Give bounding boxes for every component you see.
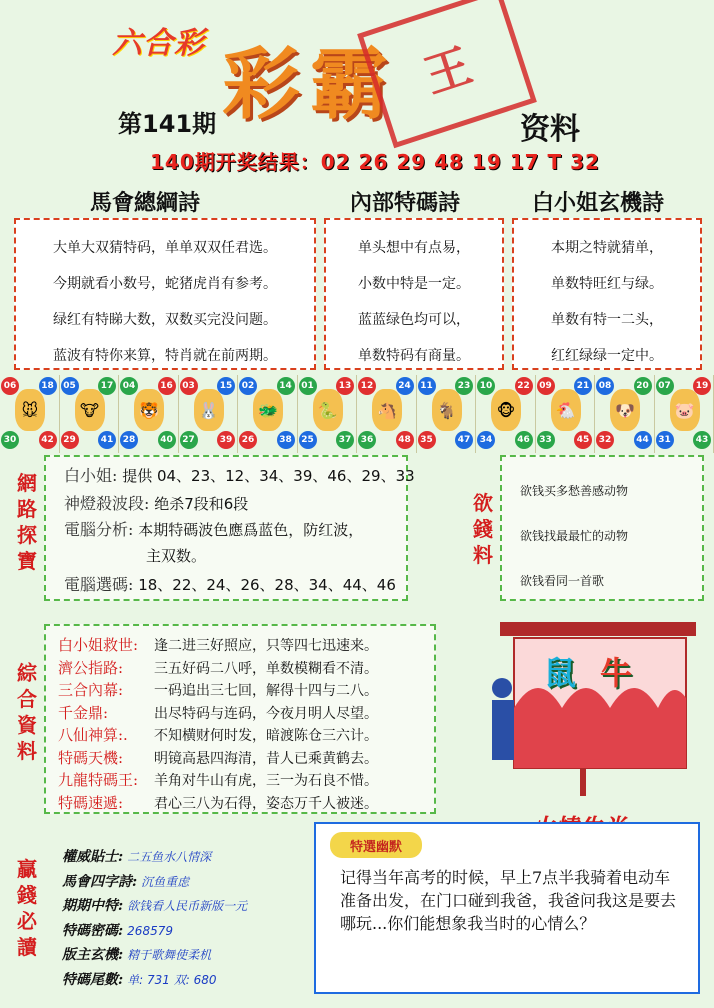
wanglu-row-value: 18、22、24、26、28、34、44、46 [138, 576, 396, 594]
main-title: 彩霸 [222, 39, 399, 130]
zodiac-number-badge: 46 [515, 431, 533, 449]
wanglu-row [64, 463, 415, 486]
wanglu-row [146, 545, 206, 566]
zodiac-number-badge: 40 [158, 431, 176, 449]
zonghe-row-text: 一码追出三七回，解得十四与二八。 [154, 683, 378, 699]
poem-box-2 [324, 218, 504, 370]
zodiac-number-badge: 17 [98, 377, 116, 395]
yuqian-item: 欲钱找最最忙的动物 [520, 529, 629, 543]
zodiac-number-badge: 20 [634, 377, 652, 395]
zodiac-number-badge: 43 [693, 431, 711, 449]
yingqian-side-label: 贏錢必讀 [17, 857, 37, 959]
ox-icon: 🐮 [75, 389, 105, 431]
monkey-icon: 🐵 [491, 389, 521, 431]
yuqian-item: 欲钱看同一首歌 [520, 574, 605, 588]
zodiac-cell [476, 375, 536, 453]
easel-text-2: 牛 [600, 654, 633, 692]
poem-line: 蓝蓝绿色均可以， [358, 312, 470, 328]
poem-line: 大单大双猜特码，单单双双任君选。 [53, 240, 277, 256]
joke-box [314, 822, 700, 994]
wanglu-row-value: 本期特碼波色應爲蓝色，防红波， [138, 521, 364, 539]
zodiac-number-badge: 03 [180, 377, 198, 395]
zodiac-number-badge: 24 [396, 377, 414, 395]
zodiac-number-badge: 13 [336, 377, 354, 395]
yingqian-row-label: 特碼密碼: [62, 922, 124, 939]
zodiac-cell [298, 375, 358, 453]
zodiac-cell [238, 375, 298, 453]
zodiac-number-badge: 47 [455, 431, 473, 449]
zodiac-cell [536, 375, 596, 453]
zodiac-number-badge: 02 [239, 377, 257, 395]
rooster-icon: 🐔 [551, 389, 581, 431]
zonghe-row [58, 657, 378, 679]
wanglu-row-label: 電腦分析: [64, 520, 134, 539]
poem-line: 单数特旺红与绿。 [551, 276, 663, 292]
zodiac-number-badge: 48 [396, 431, 414, 449]
zodiac-number-badge: 16 [158, 377, 176, 395]
zodiac-number-badge: 34 [477, 431, 495, 449]
zonghe-row-text: 君心三八为石得，姿态万千人被迷。 [154, 795, 378, 812]
yingqian-row [62, 895, 247, 917]
zodiac-number-badge: 35 [418, 431, 436, 449]
stamp: 王 [357, 0, 537, 148]
zodiac-number-badge: 26 [239, 431, 257, 449]
yingqian-row [62, 920, 173, 942]
tiger-icon: 🐯 [134, 389, 164, 431]
zodiac-number-badge: 37 [336, 431, 354, 449]
zodiac-number-badge: 36 [358, 431, 376, 449]
zonghe-row-text: 明镜高悬四海清，昔人已乘黄鹤去。 [154, 750, 378, 767]
yingqian-row-value: 二五鱼水八情深 [127, 850, 212, 864]
yingqian-row-label: 版主玄機: [62, 947, 124, 963]
zonghe-row-label: 白小姐救世: [58, 636, 139, 654]
zodiac-number-badge: 44 [634, 431, 652, 449]
zodiac-number-badge: 06 [1, 377, 19, 395]
zonghe-row-label: 千金鼎: [58, 703, 109, 722]
zonghe-row-text: 逢二进三好照应，只等四七迅速来。 [154, 638, 378, 654]
poem-line: 单数有特一二头， [551, 312, 663, 328]
zonghe-row [58, 769, 378, 791]
issue-number: 第141期 [118, 110, 217, 138]
wanglu-row [64, 517, 363, 540]
poem-line: 蓝波有特你来算，特肖就在前两期。 [53, 348, 277, 364]
zonghe-row [58, 724, 378, 746]
zodiac-number-badge: 12 [358, 377, 376, 395]
zonghe-row-label: 九龍特碼王: [58, 771, 139, 789]
zodiac-number-badge: 21 [574, 377, 592, 395]
yingqian-row [62, 944, 211, 966]
dog-icon: 🐶 [610, 389, 640, 431]
zodiac-number-badge: 11 [418, 377, 436, 395]
zodiac-number-badge: 04 [120, 377, 138, 395]
easel-text-1: 鼠 [544, 654, 577, 692]
poem-line: 红红绿绿一定中。 [551, 348, 663, 364]
zodiac-cell [595, 375, 655, 453]
zonghe-row [58, 702, 378, 724]
yingqian-row-value: 沉鱼重虑 [141, 874, 190, 889]
wanglu-side-label: 網路探寶 [17, 471, 37, 573]
zodiac-number-badge: 42 [39, 431, 57, 449]
zonghe-row-label: 特碼天機: [58, 748, 124, 767]
easel-illustration [490, 618, 700, 798]
zonghe-row-label: 八仙神算:. [58, 726, 128, 744]
zodiac-strip [0, 375, 714, 453]
zonghe-row-label: 濟公指路: [58, 658, 124, 677]
zodiac-number-badge: 33 [537, 431, 555, 449]
zodiac-number-badge: 08 [596, 377, 614, 395]
zodiac-number-badge: 30 [1, 431, 19, 449]
zodiac-number-badge: 39 [217, 431, 235, 449]
zodiac-number-badge: 01 [299, 377, 317, 395]
wanglu-row [64, 491, 248, 514]
yingqian-row [62, 871, 189, 893]
painter-head [492, 678, 512, 698]
header-subtitle: 资料 [520, 112, 580, 147]
zonghe-side-label: 綜合資料 [17, 661, 37, 763]
zodiac-number-badge: 05 [61, 377, 79, 395]
zodiac-number-badge: 09 [537, 377, 555, 395]
zonghe-row-text: 不知横财何时发，暗渡陈仓三六计。 [154, 728, 378, 744]
easel-leg [580, 768, 586, 796]
zodiac-cell [417, 375, 477, 453]
poem-line: 小数中特是一定。 [358, 276, 470, 292]
yingqian-row [62, 846, 211, 868]
yingqian-row-value: 单: 731 双: 680 [127, 972, 217, 987]
yingqian-row-label: 期期中特: [62, 898, 124, 914]
wanglu-row-label: 白小姐: [64, 466, 118, 485]
wanglu-row-label: 神燈殺波段: [64, 494, 150, 513]
zonghe-row-label: 特碼速遞: [58, 793, 124, 812]
easel-graphic [490, 618, 700, 798]
zonghe-row [58, 792, 378, 814]
zonghe-row-label: 三合內幕: [58, 681, 124, 699]
zodiac-cell [119, 375, 179, 453]
poem-title-3: 白小姐玄機詩 [532, 190, 665, 216]
wanglu-row-value: 主双数。 [146, 547, 207, 565]
zodiac-number-badge: 28 [120, 431, 138, 449]
poem-title-2: 內部特碼詩 [350, 190, 461, 216]
logo-text: 六合彩 [112, 26, 205, 61]
easel-top-bar [500, 622, 696, 636]
rabbit-icon: 🐰 [194, 389, 224, 431]
poem-box-1 [14, 218, 316, 370]
zodiac-number-badge: 29 [61, 431, 79, 449]
painter-body [492, 700, 514, 760]
zodiac-number-badge: 38 [277, 431, 295, 449]
zodiac-number-badge: 22 [515, 377, 533, 395]
poem-line: 今期就看小数号，蛇猪虎肖有参考。 [53, 276, 277, 292]
zodiac-number-badge: 25 [299, 431, 317, 449]
poem-line: 单数特码有商量。 [358, 348, 470, 364]
poem-title-1: 馬會總綱詩 [90, 190, 201, 216]
poem-line: 绿红有特睇大数，双数买完没问题。 [53, 312, 277, 328]
wanglu-row-value: 提供 04、23、12、34、39、46、29、33 [122, 467, 415, 485]
zodiac-number-badge: 10 [477, 377, 495, 395]
zodiac-number-badge: 45 [574, 431, 592, 449]
yingqian-row-value: 精于歌舞使柔机 [127, 948, 212, 962]
zodiac-number-badge: 31 [656, 431, 674, 449]
zodiac-number-badge: 07 [656, 377, 674, 395]
zodiac-number-badge: 27 [180, 431, 198, 449]
goat-icon: 🐐 [432, 389, 462, 431]
pig-icon: 🐷 [670, 389, 700, 431]
rat-icon: 🐭 [15, 389, 45, 431]
yingqian-row-label: 權威貼士: [62, 849, 124, 865]
zodiac-number-badge: 15 [217, 377, 235, 395]
yingqian-row [62, 969, 217, 991]
yingqian-row-value: 268579 [127, 923, 173, 938]
yingqian-row-label: 特碼尾數: [62, 971, 124, 988]
poem-box-3 [512, 218, 702, 370]
wanglu-row [64, 572, 396, 595]
draw-results: 140期开奖结果：02 26 29 48 19 17 T 32 [150, 150, 600, 174]
zodiac-number-badge: 32 [596, 431, 614, 449]
yingqian-row-label: 馬會四字詩: [62, 873, 138, 890]
zodiac-number-badge: 19 [693, 377, 711, 395]
zodiac-number-badge: 23 [455, 377, 473, 395]
zodiac-cell [357, 375, 417, 453]
wanglu-row-label: 電腦選碼: [64, 575, 134, 594]
zodiac-number-badge: 41 [98, 431, 116, 449]
yuqian-side-label: 欲錢料 [473, 491, 493, 567]
dragon-icon: 🐲 [253, 389, 283, 431]
zonghe-row-text: 羊角对牛山有虎，三一为石良不惜。 [154, 773, 378, 789]
yuqian-item: 欲钱买多愁善感动物 [520, 484, 629, 498]
joke-text: 记得当年高考的时候，早上7点半我骑着电动车准备出发，在门口碰到我爸，我爸问我这是要去哪玩...你们能想象我当时的心情么？ [340, 868, 677, 933]
wanglu-row-value: 绝杀7段和6段 [154, 495, 249, 513]
zodiac-number-badge: 18 [39, 377, 57, 395]
zodiac-cell [0, 375, 60, 453]
snake-icon: 🐍 [313, 389, 343, 431]
horse-icon: 🐴 [372, 389, 402, 431]
poem-line: 单头想中有点易， [358, 240, 470, 256]
zonghe-row-text: 三五好码二八呼，单数模糊看不清。 [154, 660, 378, 677]
zonghe-row [58, 679, 378, 701]
zonghe-row [58, 634, 378, 656]
zodiac-number-badge: 14 [277, 377, 295, 395]
poem-line: 本期之特就猜单， [551, 240, 663, 256]
zodiac-cell [60, 375, 120, 453]
zodiac-cell [179, 375, 239, 453]
joke-title: 特選幽默 [330, 832, 422, 858]
yingqian-row-value: 欲钱看人民币新版一元 [127, 899, 248, 913]
zodiac-cell [655, 375, 714, 453]
zonghe-row [58, 747, 378, 769]
zonghe-row-text: 出尽特码与连码，今夜月明人尽望。 [154, 705, 378, 722]
